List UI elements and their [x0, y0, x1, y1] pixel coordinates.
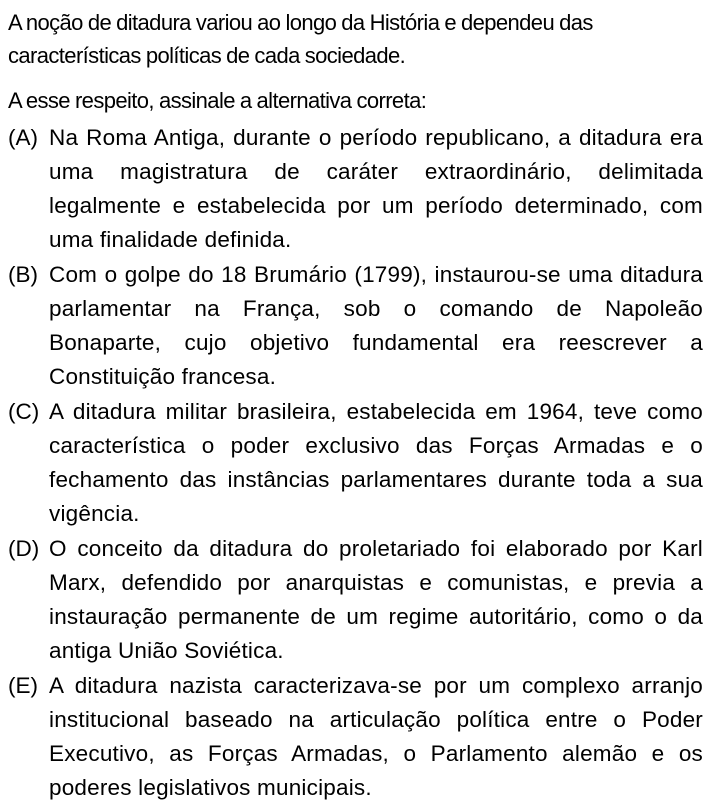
option-letter: (C): [8, 399, 40, 424]
option-b[interactable]: [8, 258, 703, 394]
option-text: A ditadura militar brasileira, estabelecida em 1964, teve como característica o poder exclusivo das Forças Armadas e o fechamento das instâncias parlamentares durante toda a sua vigência.: [49, 399, 703, 526]
option-letter: (D): [8, 536, 40, 561]
option-e[interactable]: [8, 669, 703, 805]
option-letter: (A): [8, 125, 38, 150]
question-instruction: A esse respeito, assinale a alternativa correta:: [8, 88, 427, 113]
option-c[interactable]: [8, 395, 703, 531]
option-text: A ditadura nazista caracterizava-se por um complexo arranjo institucional baseado na articulação política entre o Poder Executivo, as Forças Armadas, o Parlamento alemão e os poderes legislativos municipais.: [49, 673, 703, 800]
option-text: Na Roma Antiga, durante o período republicano, a ditadura era uma magistratura de caráter extraordinário, delimitada legalmente e estabelecida por um período determinado, com uma finalidade definida.: [49, 125, 703, 252]
option-text: Com o golpe do 18 Brumário (1799), instaurou-se uma ditadura parlamentar na França, sob o comando de Napoleão Bonaparte, cujo objetivo fundamental era reescrever a Constituição francesa.: [49, 262, 703, 389]
question-stem: A noção de ditadura variou ao longo da História e dependeu das características políticas de cada sociedade.: [8, 10, 593, 68]
option-a[interactable]: [8, 121, 703, 257]
option-letter: (B): [8, 262, 38, 287]
answer-options: [8, 121, 703, 805]
option-letter: (E): [8, 673, 38, 698]
option-d[interactable]: [8, 532, 703, 668]
option-text: O conceito da ditadura do proletariado foi elaborado por Karl Marx, defendido por anarquistas e comunistas, e previa a instauração permanente de um regime autoritário, como o da antiga União Soviética.: [49, 536, 703, 663]
